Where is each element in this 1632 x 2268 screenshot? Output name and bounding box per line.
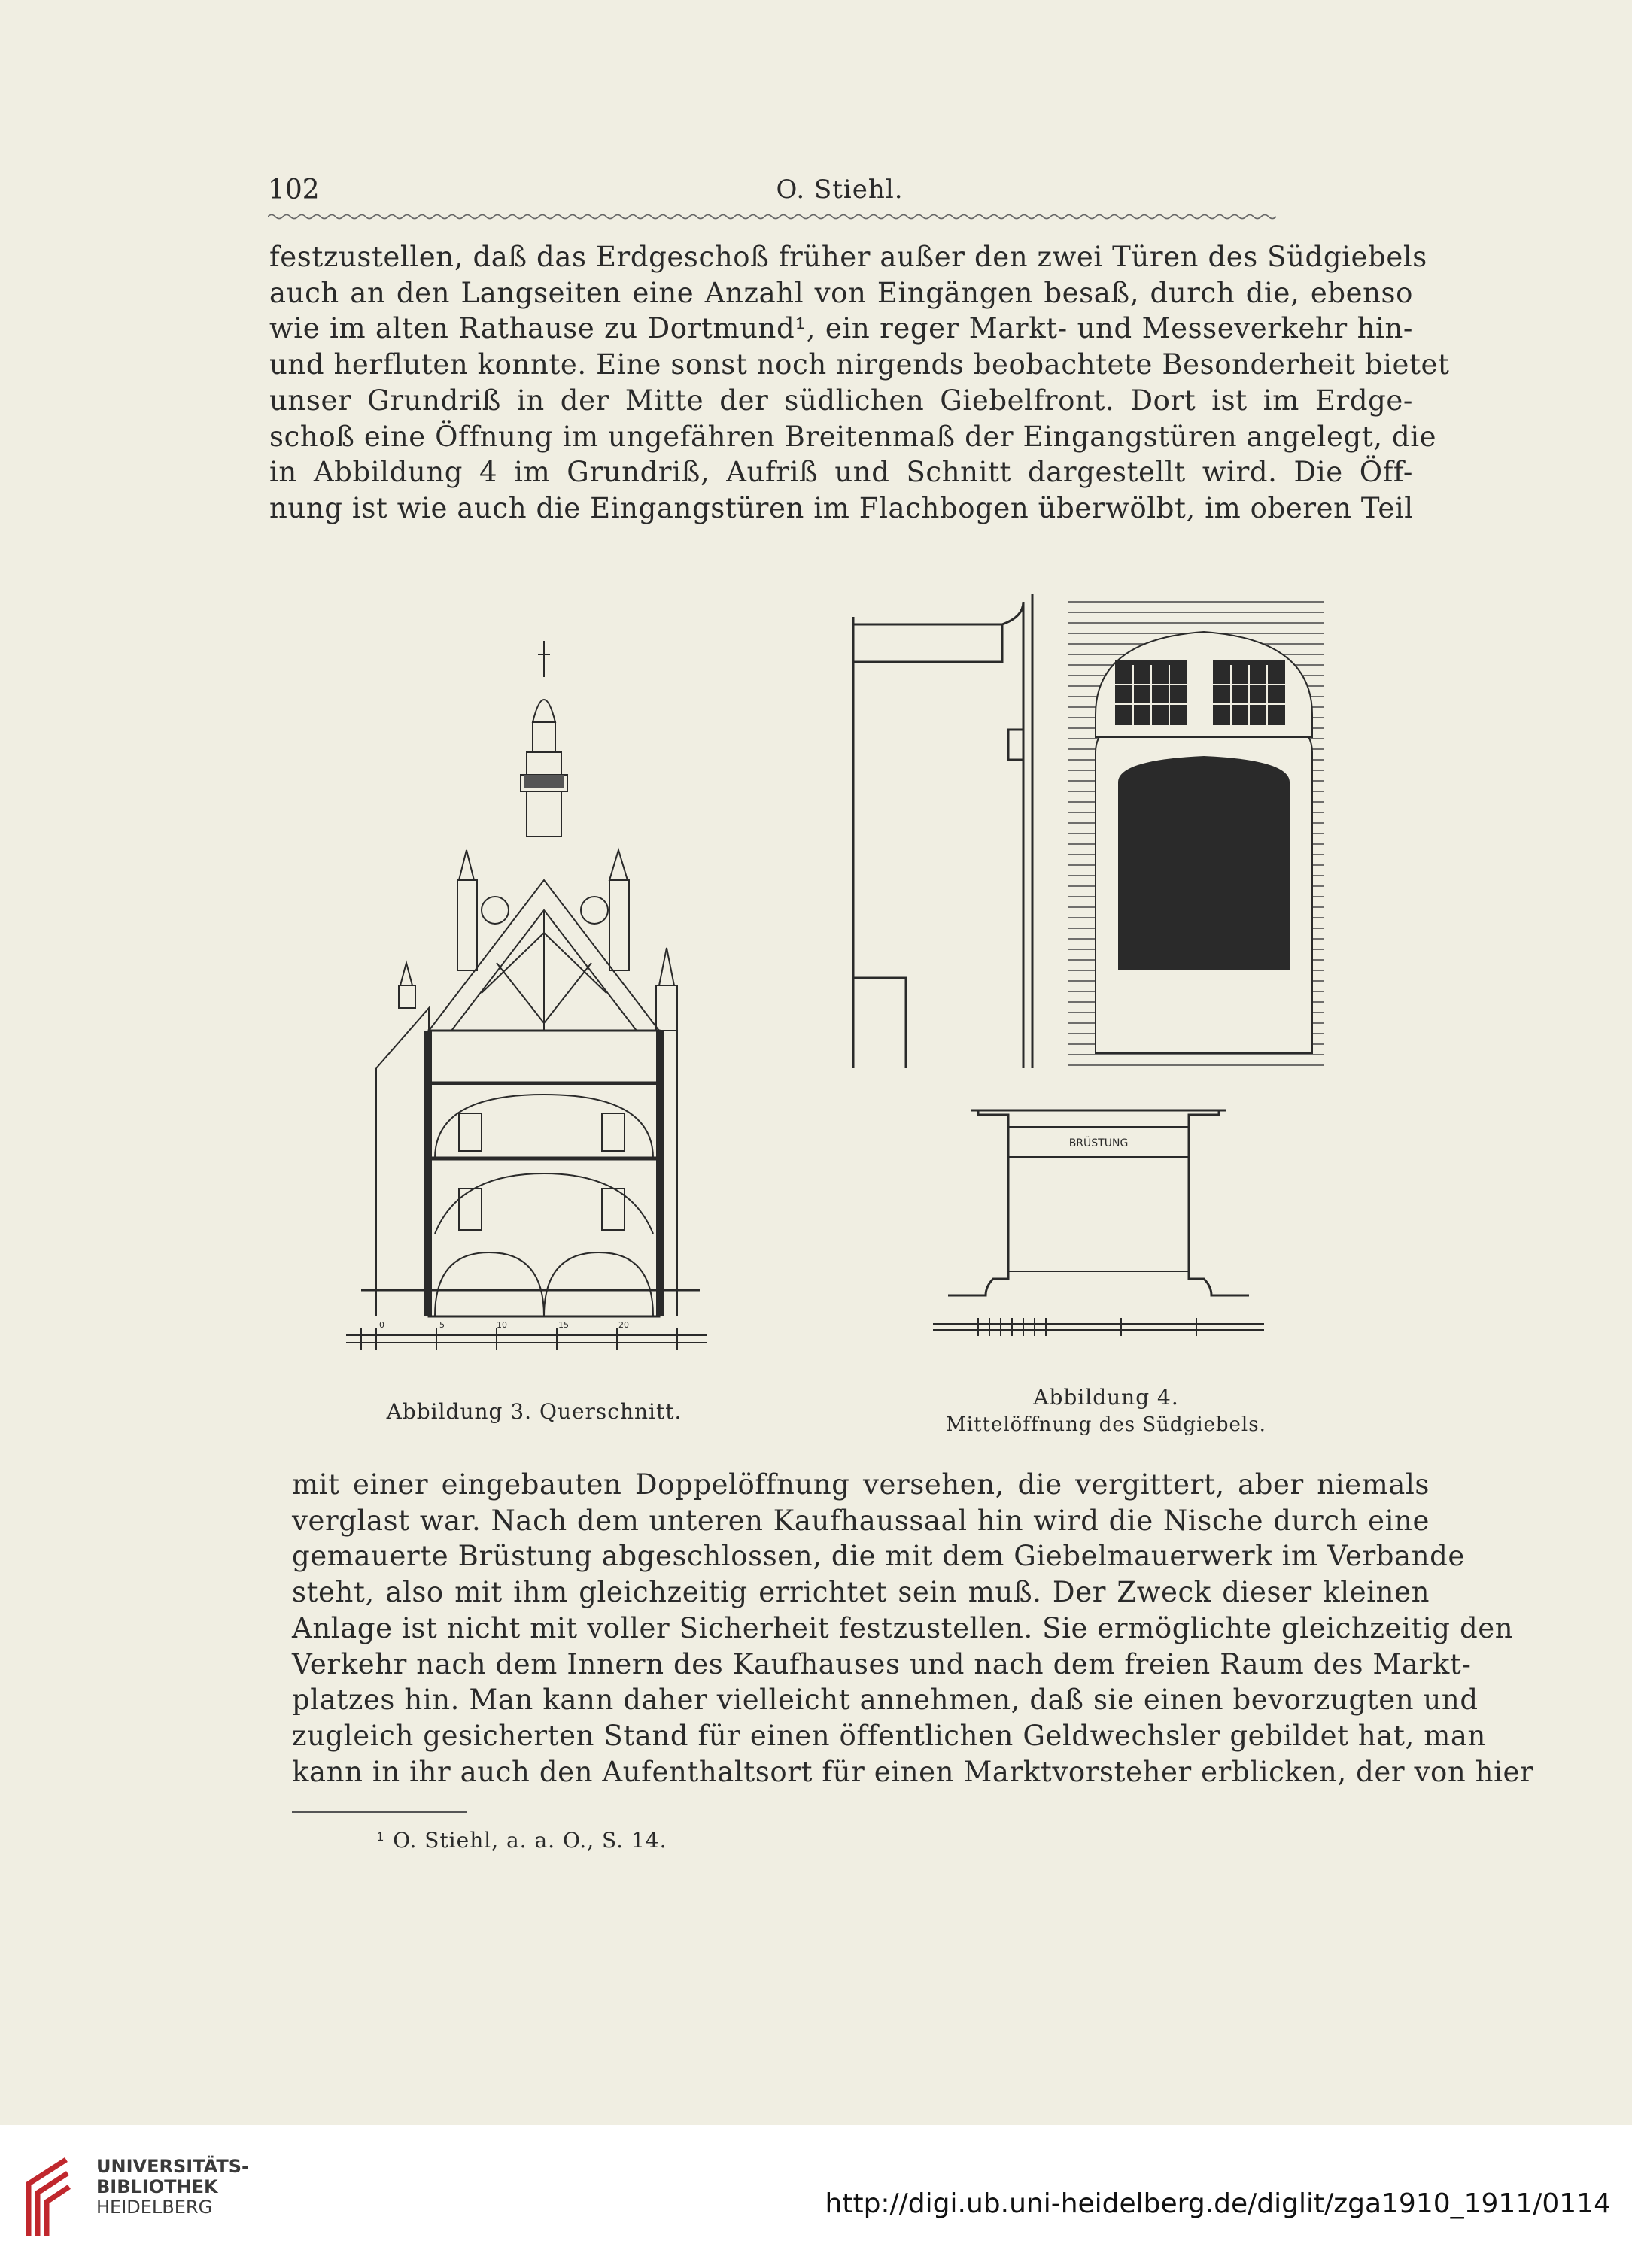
header-wavy-rule	[268, 211, 1412, 223]
scale-label: 20	[618, 1320, 629, 1330]
scale-label: 0	[379, 1320, 384, 1330]
footnote: ¹ O. Stiehl, a. a. O., S. 14.	[376, 1828, 667, 1853]
figure-4-caption-title: Abbildung 4.	[1033, 1385, 1179, 1410]
figure-3-cross-section	[346, 632, 707, 1354]
text-line: und herfluten konnte. Eine sonst noch nirgends beobachtete Besonderheit bietet	[269, 348, 1450, 381]
footnote-rule	[292, 1811, 467, 1813]
text-line: gemauerte Brüstung abgeschlossen, die mit dem Giebelmauerwerk im Verbande	[292, 1540, 1465, 1573]
figure-3-caption: Abbildung 3. Querschnitt.	[386, 1399, 682, 1424]
library-name	[96, 2157, 249, 2218]
text-line: schoß eine Öffnung im ungefähren Breitenmaß der Eingangstüren angelegt, die	[269, 420, 1437, 453]
scale-label: 10	[497, 1320, 507, 1330]
text-line: wie im alten Rathause zu Dortmund¹, ein reger Markt- und Messeverkehr hin-	[269, 312, 1413, 345]
text-line: Verkehr nach dem Innern des Kaufhauses und nach dem freien Raum des Markt-	[292, 1647, 1472, 1681]
source-url-link[interactable]: http://digi.ub.uni-heidelberg.de/diglit/zga1910_1911/0114	[825, 2188, 1611, 2219]
library-name-line: UNIVERSITÄTS-	[96, 2156, 250, 2177]
text-line: unser Grundriß in der Mitte der südlichen Giebelfront. Dort ist im Erdge-	[269, 384, 1413, 417]
text-line: auch an den Langseiten eine Anzahl von Eingängen besaß, durch die, ebenso	[269, 276, 1413, 309]
paragraph-1	[269, 239, 1450, 527]
text-line: in Abbildung 4 im Grundriß, Aufriß und Schnitt dargestellt wird. Die Öff-	[269, 456, 1413, 489]
text-line: nung ist wie auch die Eingangstüren im Flachbogen überwölbt, im oberen Teil	[269, 491, 1414, 524]
figure-4-plan	[933, 1098, 1264, 1354]
text-line: mit einer eingebauten Doppelöffnung versehen, die vergittert, aber niemals	[292, 1468, 1430, 1501]
text-line: zugleich gesicherten Stand für einen öffentlichen Geldwechsler gebildet hat, man	[292, 1719, 1486, 1752]
text-line: platzes hin. Man kann daher vielleicht annehmen, daß sie einen bevorzugten und	[292, 1684, 1479, 1717]
paragraph-2	[292, 1467, 1534, 1790]
plan-label-bruestung: BRÜSTUNG	[1068, 1137, 1129, 1149]
text-line: Anlage ist nicht mit voller Sicherheit festzustellen. Sie ermöglichte gleichzeitig den	[292, 1611, 1514, 1644]
figure-4-section-elevation	[843, 587, 1339, 1068]
library-name-line: HEIDELBERG	[96, 2197, 213, 2218]
page-number: 102	[268, 175, 320, 205]
library-footer	[0, 2125, 1632, 2268]
running-title: O. Stiehl.	[776, 175, 904, 205]
library-name-line: BIBLIOTHEK	[96, 2176, 218, 2197]
text-line: steht, also mit ihm gleichzeitig errichtet sein muß. Der Zweck dieser kleinen	[292, 1576, 1430, 1609]
scale-label: 5	[439, 1320, 445, 1330]
library-logo-icon	[21, 2154, 81, 2244]
scale-label: 15	[558, 1320, 569, 1330]
text-line: verglast war. Nach dem unteren Kaufhaussaal hin wird die Nische durch eine	[292, 1504, 1430, 1537]
figure-4-caption	[941, 1384, 1272, 1438]
text-line: kann in ihr auch den Aufenthaltsort für einen Marktvorsteher erblicken, der von hier	[292, 1755, 1534, 1788]
text-line: festzustellen, daß das Erdgeschoß früher außer den zwei Türen des Südgiebels	[269, 241, 1427, 273]
figure-4-caption-subtitle: Mittelöffnung des Südgiebels.	[946, 1413, 1266, 1436]
